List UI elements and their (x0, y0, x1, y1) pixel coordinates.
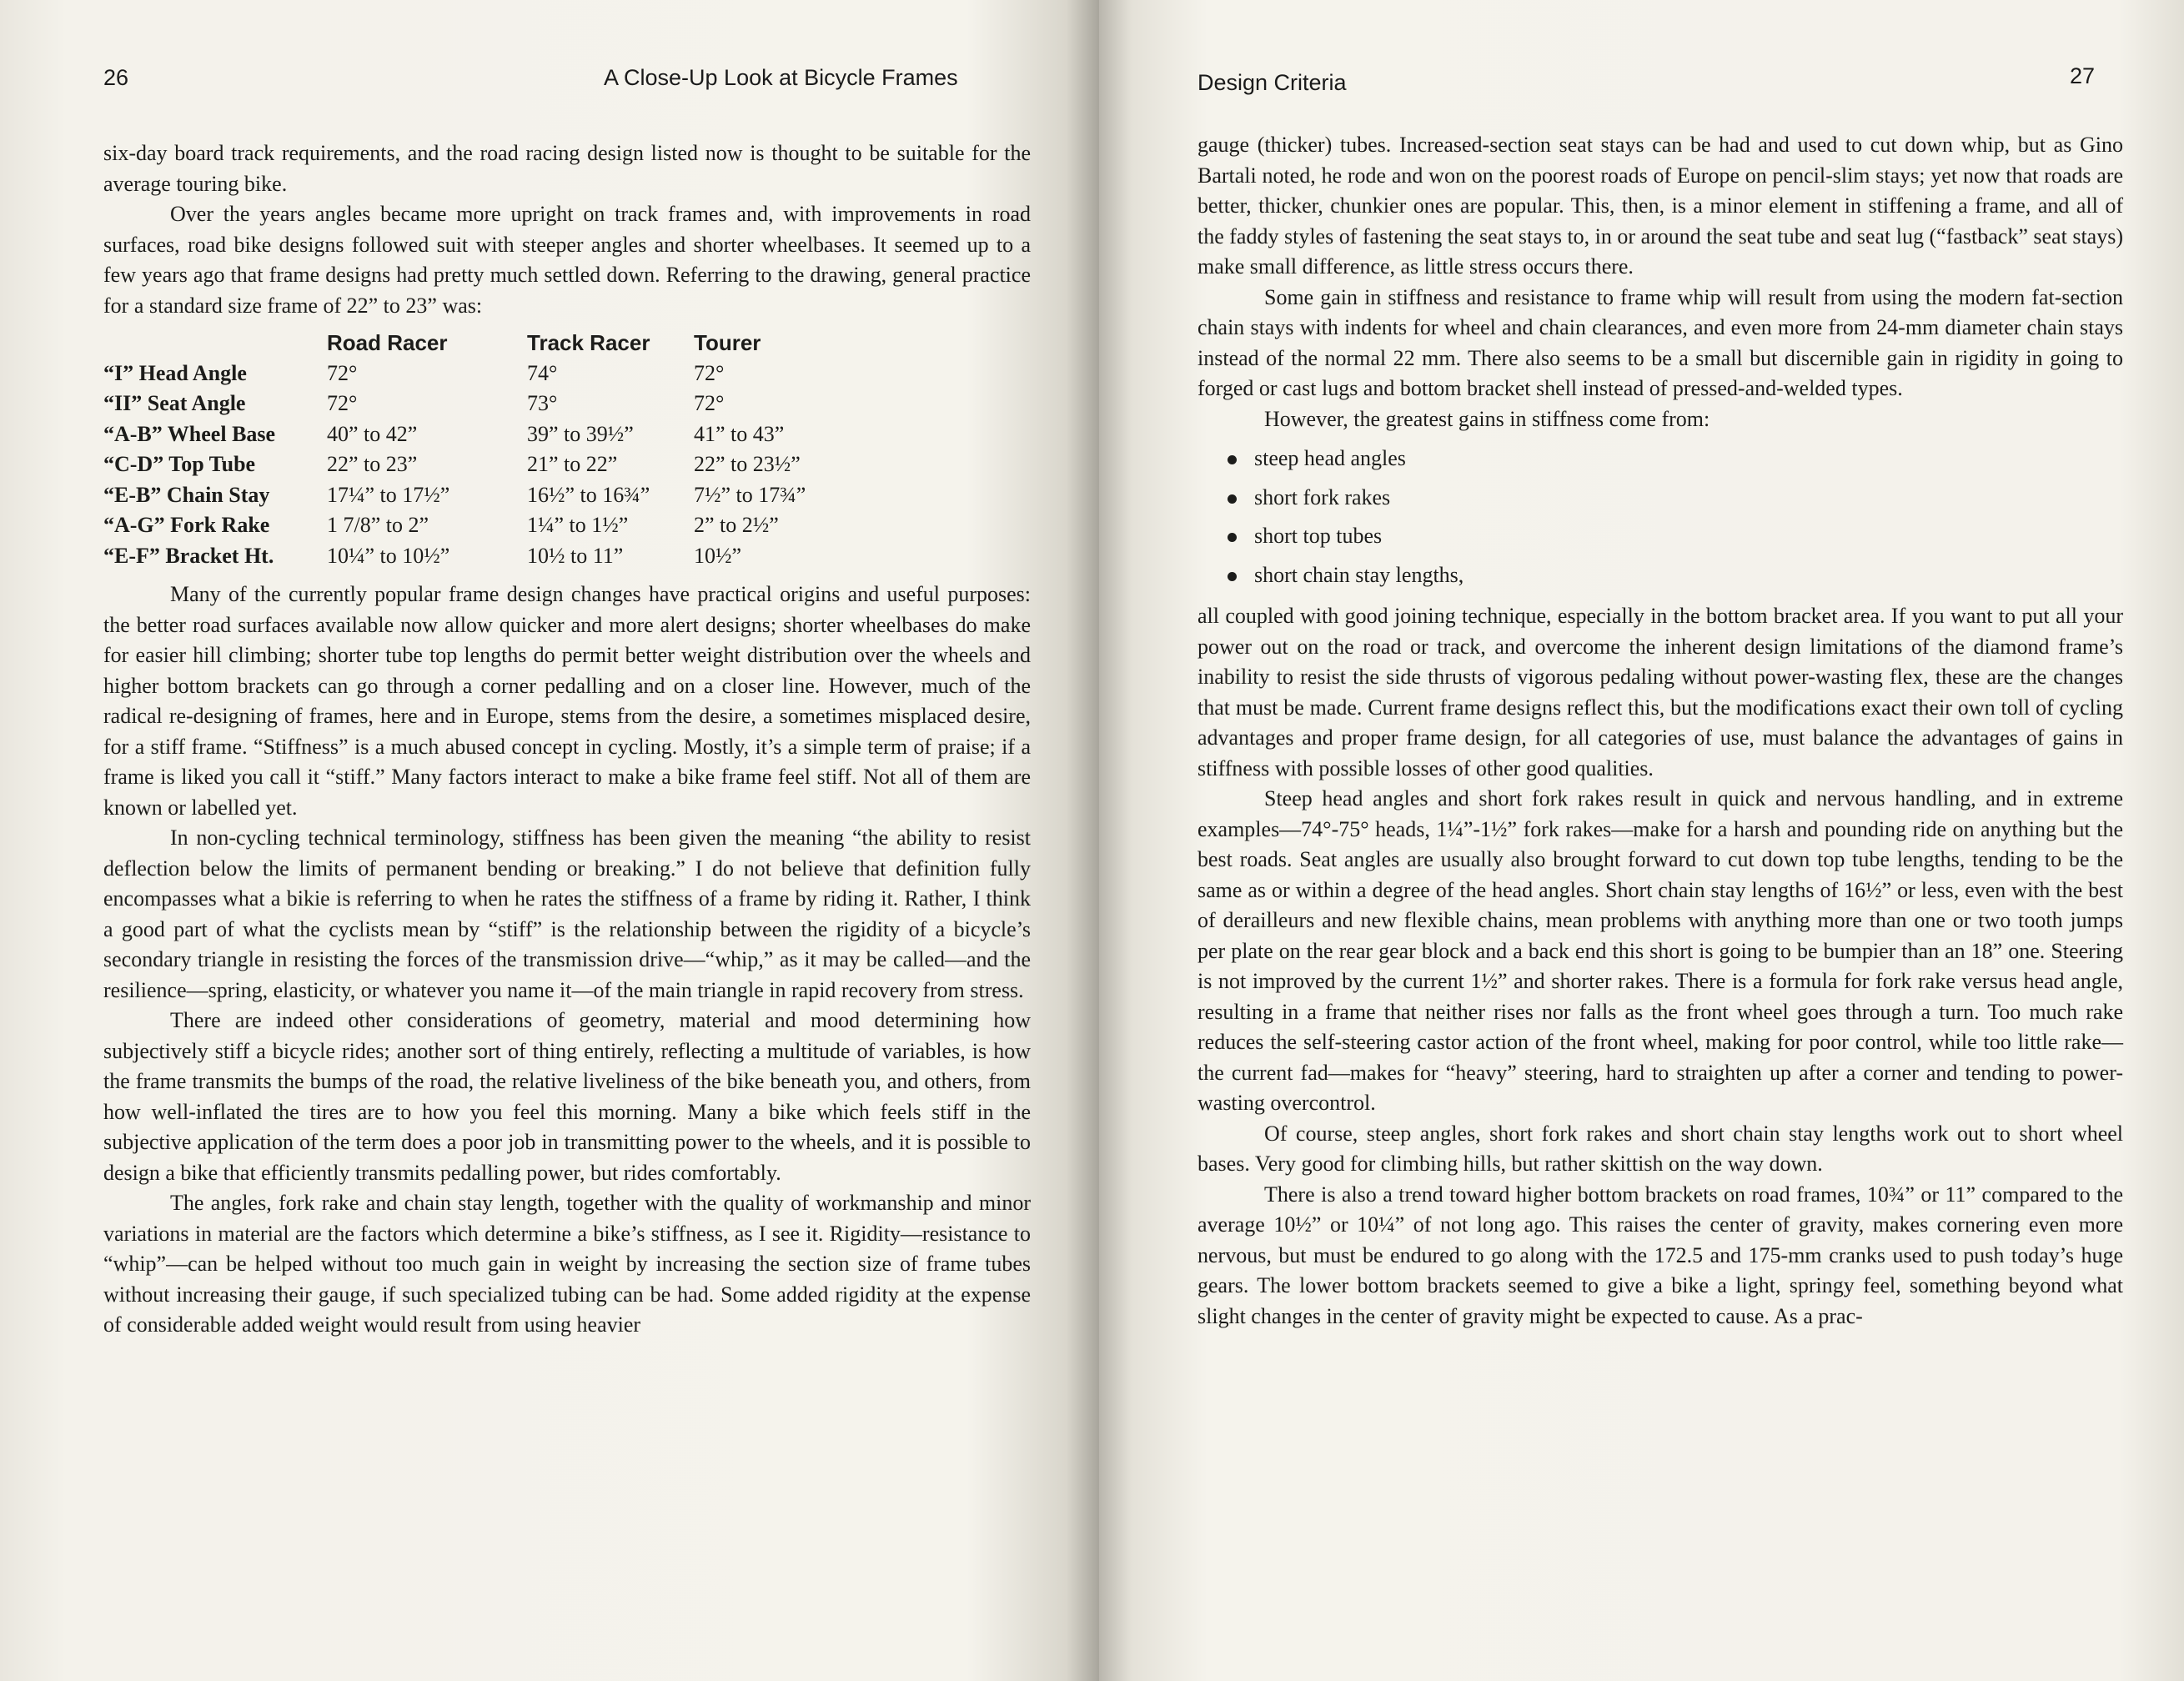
cell-road: 72° (327, 391, 358, 415)
table-header-road: Road Racer (327, 330, 448, 355)
table-row (103, 359, 806, 389)
bullet-icon (1228, 572, 1237, 581)
cell-track: 39” to 39½” (527, 421, 634, 446)
cell-track: 10½ to 11” (527, 543, 624, 568)
bullet-icon (1228, 455, 1237, 464)
table-row (103, 480, 806, 511)
cell-road: 40” to 42” (327, 421, 418, 446)
paragraph: In non-cycling technical terminology, stiffness has been given the meaning “the ability to resist deflection below the limits of permanent bending or breaking.” I do not believe that definition fully encompasses what a bikie is referring to when he rates the stiffness of a frame by riding it. Rather, I think a good part of what the cyclists mean by “stiff” is the relationship between the rigidity of a bicycle’s secondary triangle in resisting the forces of the transmission drive—“whip,” as it may be called—and the resilience—spring, elasticity, or whatever you name it—of the main triangle in rapid recovery from stress. (103, 825, 1031, 1002)
left-body (103, 138, 1031, 1341)
right-page (1099, 0, 2184, 1681)
row-label: “E-F” Bracket Ht. (103, 543, 274, 568)
paragraph: Over the years angles became more upright on track frames and, with improvements in road surfaces, road bike designs followed suit with steeper angles and shorter wheelbases. It seemed up to a few years ago that frame designs had pretty much settled down. Referring to the drawing, general practice for a standard size frame of 22” to 23” was: (103, 202, 1031, 318)
table-header-track: Track Racer (527, 330, 650, 355)
running-head-right: Design Criteria (1197, 70, 1347, 95)
page-number-right: 27 (2070, 63, 2096, 88)
right-body (1197, 130, 2123, 1332)
paragraph: six-day board track requirements, and the road racing design listed now is thought to be suitable for the average touring bike. (103, 141, 1031, 196)
page-number-left: 26 (103, 65, 129, 90)
bullet-icon (1228, 494, 1237, 504)
table-header-blank (103, 328, 327, 359)
list-item-text: steep head angles (1254, 446, 1406, 470)
frame-spec-table (103, 328, 806, 571)
paragraph: There is also a trend toward higher bottom brackets on road frames, 10¾” or 11” compared to the average 10½” or 10¼” of not long ago. This raises the center of gravity, makes cornering even more nervous, but must be endured to go along with the 172.5 and 175-mm cranks used to push today’s huge gears. The lower bottom brackets seemed to give a bike a light, springy feel, something beyond what slight changes in the center of gravity might be expected to cause. As a prac- (1197, 1182, 2123, 1328)
paragraph: However, the greatest gains in stiffness come from: (1264, 406, 1710, 431)
row-label: “E-B” Chain Stay (103, 482, 270, 507)
stiffness-gains-list (1197, 439, 2123, 595)
paragraph: gauge (thicker) tubes. Increased-section seat stays can be had and used to cut down whip, but as Gino Bartali noted, he rode and won on the poorest roads of Europe on pencil-slim stays; yet now that roads are better, thicker, chunkier ones are popular. This, then, is a minor element in stiffening a frame, and all of the faddy styles of fastening the seat stays to, in or around the seat tube and seat lug (“fastback” seat stays) make small difference, as little stress occurs there. (1197, 133, 2123, 278)
cell-road: 22” to 23” (327, 452, 418, 476)
cell-track: 73° (527, 391, 558, 415)
cell-road: 72° (327, 360, 358, 385)
cell-tourer: 72° (694, 360, 725, 385)
bullet-icon (1228, 533, 1237, 542)
row-label: “A-B” Wheel Base (103, 421, 276, 446)
cell-track: 16½” to 16¾” (527, 482, 650, 507)
list-item (1197, 556, 2123, 595)
paragraph: Some gain in stiffness and resistance to frame whip will result from using the modern fat-section chain stays with indents for wheel and chain clearances, and even more from 24-mm diameter chain stays instead of the normal 22 mm. There also seems to be a small but discernible gain in rigidity in going to forged or cast lugs and bottom bracket shell instead of pressed-and-welded types. (1197, 284, 2123, 400)
table-row (103, 419, 806, 450)
cell-track: 1¼” to 1½” (527, 513, 629, 537)
table-row (103, 541, 806, 572)
cell-road: 1 7/8” to 2” (327, 513, 429, 537)
table-row (103, 449, 806, 480)
cell-tourer: 10½” (694, 543, 742, 568)
cell-track: 74° (527, 360, 558, 385)
row-label: “II” Seat Angle (103, 391, 246, 415)
paragraph: Of course, steep angles, short fork rakes and short chain stay lengths work out to short wheel bases. Very good for climbing hills, but rather skittish on the way down. (1197, 1121, 2123, 1176)
table-row (103, 510, 806, 541)
paragraph: There are indeed other considerations of geometry, material and mood determining how subjectively stiff a bicycle rides; another sort of thing entirely, reflecting a multitude of variables, is how the frame transmits the bumps of the road, the relative liveliness of the bike beneath you, and others, from how well-inflated the tires are to how you feel this morning. Many a bike which feels stiff in the subjective application of the term does a poor job in transmitting power to the wheels, and it is possible to design a bike that efficiently transmits pedalling power, but rides comfortably. (103, 1008, 1031, 1185)
cell-tourer: 22” to 23½” (694, 452, 801, 476)
cell-road: 17¼” to 17½” (327, 482, 450, 507)
cell-tourer: 2” to 2½” (694, 513, 779, 537)
table-row (103, 389, 806, 419)
paragraph: Many of the currently popular frame design changes have practical origins and useful purposes: the better road surfaces available now allow quicker and more alert designs; shorter wheelbases do make for easier hill climbing; shorter tube top lengths do permit better weight distribution over the wheels and higher bottom brackets can go through a corner pedalling and on a closer line. However, much of the radical re-designing of frames, here and in Europe, stems from the desire, a sometimes misplaced desire, for a stiff frame. “Stiffness” is a much abused concept in cycling. Mostly, it’s a simple term of praise; if a frame is liked you call it “stiff.” Many factors interact to make a bike frame feel stiff. Not all of them are known or labelled yet. (103, 582, 1031, 820)
paragraph: The angles, fork rake and chain stay length, together with the quality of workmanship and minor variations in material are the factors which determine a bike’s stiffness, as I see it. Rigidity—resistance to “whip”—can be helped without too much gain in weight by increasing the section size of frame tubes without increasing their gauge, if such specialized tubing can be had. Some added rigidity at the expense of considerable added weight would result from using heavier (103, 1191, 1031, 1337)
cell-tourer: 72° (694, 391, 725, 415)
cell-road: 10¼” to 10½” (327, 543, 450, 568)
list-item (1197, 439, 2123, 479)
cell-track: 21” to 22” (527, 452, 618, 476)
list-item (1197, 479, 2123, 518)
paragraph: all coupled with good joining technique, especially in the bottom bracket area. If you want to put all your power out on the road or track, and overcome the inherent design limitations of the diamond frame’s inability to resist the side thrusts of vigorous pedaling without power-wasting flex, these are the changes that must be made. Current frame designs reflect this, but the modifications exact their own toll of cycling advantages and proper frame design, for all categories of use, must balance the advantages of gains in stiffness with possible losses of other good qualities. (1197, 604, 2123, 780)
row-label: “A-G” Fork Rake (103, 513, 270, 537)
row-label: “C-D” Top Tube (103, 452, 256, 476)
list-item (1197, 517, 2123, 556)
running-head-left: A Close-Up Look at Bicycle Frames (604, 65, 958, 90)
list-item-text: short chain stay lengths, (1254, 562, 1464, 587)
row-label: “I” Head Angle (103, 360, 247, 385)
paragraph: Steep head angles and short fork rakes result in quick and nervous handling, and in extreme examples—74°-75° heads, 1¼”-1½” fork rakes—make for a harsh and pounding ride on anything but the best roads. Seat angles are usually also brought forward to cut down top tube lengths, tending to be the same as or within a degree of the head angles. Short chain stay lengths of 16½” or less, even with the best of derailleurs and new flexible chains, mean problems with anything more than one or two tooth jumps per plate on the rear gear block and a back end this short is going to be bumpier than an 18” one. Steering is not improved by the current 1½” and shorter rakes. There is a formula for fork rake versus head angle, resulting in a frame that neither rises nor falls as the front wheel goes through a turn. Too much rake reduces the self-steering castor action of the front wheel, making for poor control, while too little rake—the current fad—makes for “heavy” steering, hard to straighten up after a corner and tending to power-wasting overcontrol. (1197, 786, 2123, 1115)
cell-tourer: 7½” to 17¾” (694, 482, 806, 507)
cell-tourer: 41” to 43” (694, 421, 785, 446)
table-header-tourer: Tourer (694, 330, 761, 355)
list-item-text: short fork rakes (1254, 484, 1391, 509)
list-item-text: short top tubes (1254, 524, 1383, 548)
table-header-row (103, 328, 806, 359)
